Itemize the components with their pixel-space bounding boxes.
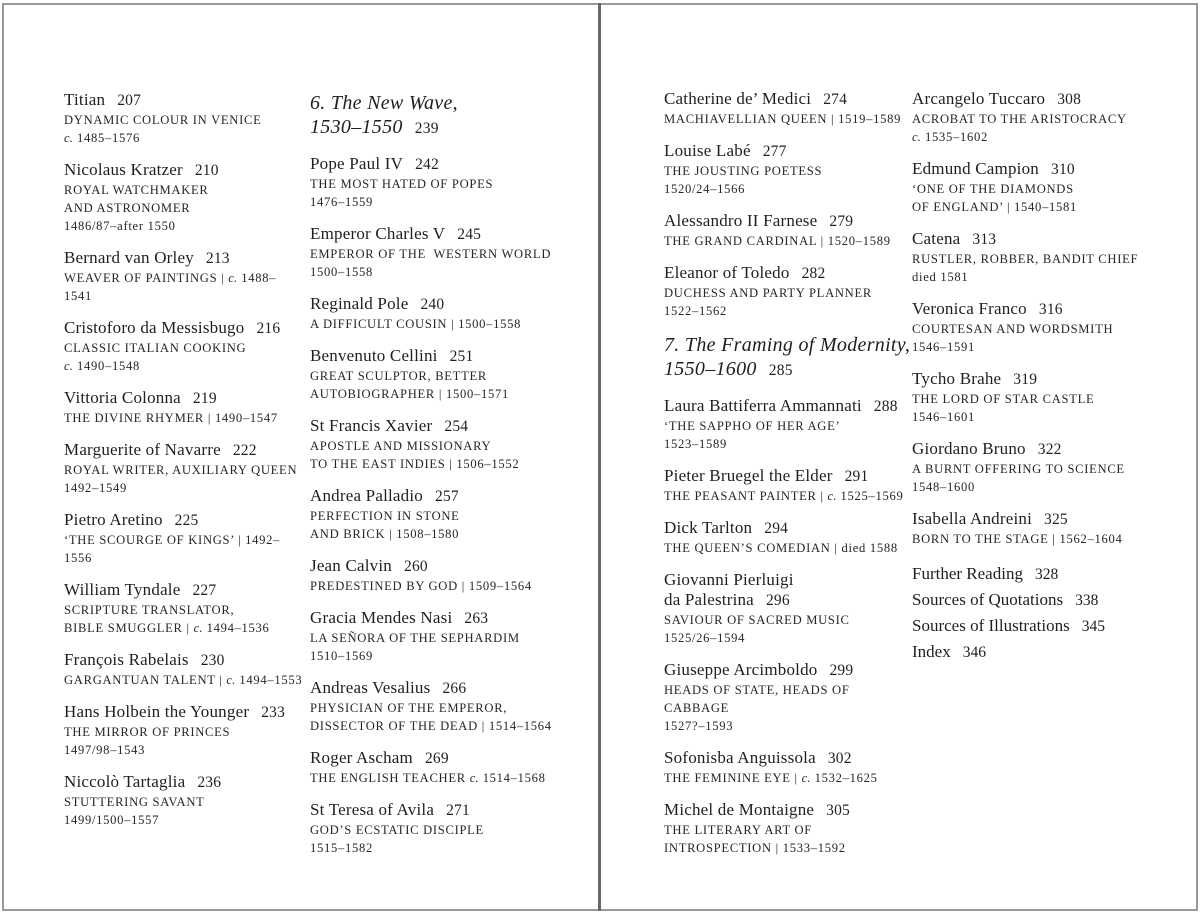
entry-subtitle-line: MACHIAVELLIAN QUEEN | 1519–1589 [664,112,902,126]
toc-entry [912,439,1168,496]
toc-entry [664,570,914,647]
entry-subtitle-line: AND ASTRONOMER [64,201,191,215]
entry-name-line: Pope Paul IV 242 [310,154,439,173]
toc-column-4 [912,89,1168,665]
entry-page-number: 230 [200,652,225,669]
toc-entry [310,294,566,333]
toc-entry [64,90,304,147]
backmatter-item: Sources of Quotations 338 [912,590,1099,609]
entry-page-number: 282 [801,265,826,282]
entry-name-line: Veronica Franco 316 [912,299,1063,318]
entry-name-line: Sofonisba Anguissola 302 [664,748,852,767]
entry-name-line: Andreas Vesalius 266 [310,678,467,697]
entry-subtitle-line: THE MOST HATED OF POPES [310,177,494,191]
entry-page-number: 328 [1034,566,1059,583]
entry-subtitle-line: 1546–1591 [912,340,975,354]
toc-section-heading [310,91,566,141]
entry-page-number: 210 [194,162,219,179]
entry-subtitle-line: EMPEROR OF THE WESTERN WORLD [310,247,552,261]
toc-entry [64,650,304,689]
toc-entry [64,160,304,235]
entry-subtitle-line: ROYAL WATCHMAKER [64,183,209,197]
toc-entry [912,509,1168,548]
entry-page-number: 233 [261,704,286,721]
entry-name-line: St Francis Xavier 254 [310,416,469,435]
entry-name-line: Pietro Aretino 225 [64,510,199,529]
entry-subtitle-line: CLASSIC ITALIAN COOKING [64,341,247,355]
entry-page-number: 236 [197,774,222,791]
entry-subtitle-line: ‘THE SCOURGE OF KINGS’ | 1492–1556 [64,533,281,565]
entry-subtitle-line: 1486/87–after 1550 [64,219,176,233]
toc-page-right [601,0,1200,914]
entry-page-number: 269 [424,750,449,767]
backmatter-item: Further Reading 328 [912,564,1059,583]
entry-name-line: Michel de Montaigne 305 [664,800,851,819]
entry-name-line: Benvenuto Cellini 251 [310,346,474,365]
entry-page-number: 285 [768,362,793,379]
toc-entry [310,678,566,735]
toc-entry [310,748,566,787]
entry-subtitle-line: 1546–1601 [912,410,975,424]
entry-subtitle-line: c. 1535–1602 [912,130,988,144]
entry-name-line: Catena 313 [912,229,997,248]
entry-name-line: Dick Tarlton 294 [664,518,789,537]
entry-page-number: 277 [762,143,787,160]
entry-name-line: Tycho Brahe 319 [912,369,1038,388]
entry-subtitle-line: BIBLE SMUGGLER | c. 1494–1536 [64,621,270,635]
entry-subtitle-line: AND BRICK | 1508–1580 [310,527,460,541]
entry-subtitle-line: SAVIOUR OF SACRED MUSIC [664,613,850,627]
toc-entry [64,318,304,375]
toc-entry [664,800,914,857]
entry-page-number: 266 [442,680,467,697]
entry-subtitle-line: PERFECTION IN STONE [310,509,460,523]
circa-abbrev: c. [912,130,922,144]
toc-entry [64,702,304,759]
section-dates-line: 1530–1550 239 [310,116,439,138]
toc-entry [664,518,914,557]
toc-entry [64,388,304,427]
entry-subtitle-line: 1500–1558 [310,265,373,279]
entry-page-number: 213 [205,250,230,267]
entry-subtitle-line: PREDESTINED BY GOD | 1509–1564 [310,579,532,593]
entry-subtitle-line: SCRIPTURE TRANSLATOR, [64,603,235,617]
entry-subtitle-line: AUTOBIOGRAPHER | 1500–1571 [310,387,509,401]
entry-name-line: Bernard van Orley 213 [64,248,230,267]
entry-subtitle-line: 1520/24–1566 [664,182,746,196]
toc-entry [664,211,914,250]
toc-entry [310,224,566,281]
entry-page-number: 260 [404,558,428,575]
entry-page-number: 227 [192,582,217,599]
entry-page-number: 288 [873,398,898,415]
toc-entry [912,159,1168,216]
entry-subtitle-line: 1499/1500–1557 [64,813,160,827]
entry-name-line: Emperor Charles V 245 [310,224,482,243]
entry-name-line: Louise Labé 277 [664,141,787,160]
entry-page-number: 216 [256,320,281,337]
entry-subtitle-line: 1492–1549 [64,481,127,495]
entry-subtitle-line: GOD’S ECSTATIC DISCIPLE [310,823,484,837]
entry-subtitle-line: A DIFFICULT COUSIN | 1500–1558 [310,317,522,331]
entry-subtitle-line: BORN TO THE STAGE | 1562–1604 [912,532,1123,546]
section-dates-line: 1550–1600 285 [664,358,793,380]
entry-subtitle-line: INTROSPECTION | 1533–1592 [664,841,846,855]
entry-page-number: 240 [420,296,445,313]
entry-page-number: 296 [765,592,790,609]
entry-page-number: 346 [962,644,986,661]
toc-entry [912,299,1168,356]
circa-abbrev: c. [469,771,479,785]
circa-abbrev: c. [228,271,238,285]
entry-subtitle-line: 1525/26–1594 [664,631,746,645]
section-title-line: 7. The Framing of Modernity, [664,334,911,356]
entry-subtitle-line: A BURNT OFFERING TO SCIENCE [912,462,1125,476]
entry-name-line: Giovanni Pierluigi [664,570,794,589]
toc-entry [310,416,566,473]
entry-name-line-2: da Palestrina 296 [664,590,790,609]
entry-subtitle-line: c. 1490–1548 [64,359,140,373]
circa-abbrev: c. [64,131,74,145]
toc-entry [64,248,304,305]
toc-entry [310,154,566,211]
entry-subtitle-line: died 1581 [912,270,969,284]
entry-subtitle-line: STUTTERING SAVANT [64,795,205,809]
entry-name-line: Titian 207 [64,90,142,109]
circa-abbrev: c. [64,359,74,373]
entry-subtitle-line: 1515–1582 [310,841,373,855]
entry-subtitle-line: PHYSICIAN OF THE EMPEROR, [310,701,508,715]
toc-entry [664,748,914,787]
entry-subtitle-line: GREAT SCULPTOR, BETTER [310,369,487,383]
entry-name-line: St Teresa of Avila 271 [310,800,470,819]
toc-entry [310,608,566,665]
entry-subtitle-line: 1548–1600 [912,480,975,494]
circa-abbrev: c. [193,621,203,635]
entry-page-number: 299 [829,662,854,679]
entry-page-number: 257 [435,488,459,505]
entry-page-number: 302 [827,750,852,767]
toc-entry [664,89,914,128]
entry-subtitle-line: THE GRAND CARDINAL | 1520–1589 [664,234,891,248]
entry-subtitle-line: APOSTLE AND MISSIONARY [310,439,492,453]
entry-subtitle-line: c. 1485–1576 [64,131,140,145]
entry-name-line: Gracia Mendes Nasi 263 [310,608,489,627]
toc-entry [664,396,914,453]
entry-subtitle-line: HEADS OF STATE, HEADS OF CABBAGE [664,683,850,715]
entry-name-line: Giordano Bruno 322 [912,439,1062,458]
entry-page-number: 254 [444,418,469,435]
entry-page-number: 305 [826,802,851,819]
entry-subtitle-line: DYNAMIC COLOUR IN VENICE [64,113,262,127]
toc-column-1 [64,90,304,842]
toc-entry [310,800,566,857]
entry-page-number: 345 [1081,618,1105,635]
toc-entry [64,580,304,637]
entry-name-line: William Tyndale 227 [64,580,217,599]
entry-name-line: Hans Holbein the Younger 233 [64,702,286,721]
entry-name-line: Reginald Pole 240 [310,294,445,313]
entry-page-number: 263 [464,610,489,627]
entry-name-line: Giuseppe Arcimboldo 299 [664,660,854,679]
entry-subtitle-line: ‘THE SAPPHO OF HER AGE’ [664,419,841,433]
entry-page-number: 222 [232,442,257,459]
toc-section-heading [664,333,914,383]
entry-subtitle-line: 1476–1559 [310,195,373,209]
toc-page-left [0,0,598,914]
entry-page-number: 274 [823,91,848,108]
circa-abbrev: c. [827,489,837,503]
entry-subtitle-line: THE LITERARY ART OF [664,823,812,837]
entry-subtitle-line: THE FEMININE EYE | c. 1532–1625 [664,771,878,785]
entry-subtitle-line: THE DIVINE RHYMER | 1490–1547 [64,411,278,425]
entry-name-line: Catherine de’ Medici 274 [664,89,848,108]
entry-name-line: Eleanor of Toledo 282 [664,263,826,282]
entry-page-number: 239 [414,120,439,137]
entry-subtitle-line: RUSTLER, ROBBER, BANDIT CHIEF [912,252,1139,266]
section-title-line: 6. The New Wave, [310,92,458,114]
toc-entry [64,510,304,567]
entry-page-number: 308 [1057,91,1082,108]
entry-name-line: Marguerite of Navarre 222 [64,440,257,459]
entry-name-line: Vittoria Colonna 219 [64,388,217,407]
toc-column-3 [664,89,914,870]
toc-entry [310,556,566,595]
entry-page-number: 294 [764,520,789,537]
entry-page-number: 207 [117,92,142,109]
entry-name-line: Roger Ascham 269 [310,748,449,767]
backmatter-item: Index 346 [912,642,986,661]
entry-subtitle-line: 1523–1589 [664,437,727,451]
toc-entry [64,772,304,829]
entry-subtitle-line: 1522–1562 [664,304,727,318]
entry-name-line: Alessandro II Farnese 279 [664,211,854,230]
toc-entry [664,141,914,198]
entry-name-line: Cristoforo da Messisbugo 216 [64,318,281,337]
entry-subtitle-line: THE QUEEN’S COMEDIAN | died 1588 [664,541,898,555]
toc-entry [664,660,914,735]
entry-page-number: 338 [1075,592,1099,609]
circa-abbrev: c. [801,771,811,785]
entry-subtitle-line: THE PEASANT PAINTER | c. 1525–1569 [664,489,904,503]
entry-name-line: Pieter Bruegel the Elder 291 [664,466,869,485]
toc-entry [310,346,566,403]
entry-name-line: Arcangelo Tuccaro 308 [912,89,1082,108]
entry-subtitle-line: GARGANTUAN TALENT | c. 1494–1553 [64,673,303,687]
toc-entry [664,263,914,320]
toc-entry [664,466,914,505]
toc-entry [912,229,1168,286]
entry-page-number: 242 [415,156,439,173]
entry-subtitle-line: THE MIRROR OF PRINCES [64,725,231,739]
backmatter-list [912,561,1168,665]
entry-subtitle-line: TO THE EAST INDIES | 1506–1552 [310,457,520,471]
toc-entry [310,486,566,543]
entry-page-number: 316 [1038,301,1063,318]
entry-page-number: 225 [174,512,199,529]
entry-subtitle-line: OF ENGLAND’ | 1540–1581 [912,200,1078,214]
entry-subtitle-line: 1527?–1593 [664,719,734,733]
entry-subtitle-line: 1497/98–1543 [64,743,146,757]
entry-subtitle-line: THE ENGLISH TEACHER c. 1514–1568 [310,771,546,785]
toc-entry [912,369,1168,426]
entry-name-line: Isabella Andreini 325 [912,509,1068,528]
entry-subtitle-line: COURTESAN AND WORDSMITH [912,322,1114,336]
entry-page-number: 291 [844,468,869,485]
entry-subtitle-line: ACROBAT TO THE ARISTOCRACY [912,112,1127,126]
entry-name-line: Niccolò Tartaglia 236 [64,772,222,791]
entry-page-number: 279 [829,213,854,230]
entry-name-line: Andrea Palladio 257 [310,486,459,505]
entry-page-number: 313 [972,231,997,248]
entry-name-line: Nicolaus Kratzer 210 [64,160,219,179]
toc-entry [64,440,304,497]
entry-page-number: 322 [1037,441,1062,458]
entry-page-number: 325 [1044,511,1068,528]
entry-page-number: 310 [1051,161,1075,178]
entry-name-line: Jean Calvin 260 [310,556,428,575]
entry-name-line: Laura Battiferra Ammannati 288 [664,396,898,415]
entry-name-line: Edmund Campion 310 [912,159,1075,178]
entry-page-number: 319 [1013,371,1038,388]
entry-subtitle-line: DISSECTOR OF THE DEAD | 1514–1564 [310,719,552,733]
entry-page-number: 271 [446,802,470,819]
toc-column-2 [310,91,566,870]
entry-subtitle-line: 1510–1569 [310,649,373,663]
entry-name-line: François Rabelais 230 [64,650,225,669]
toc-entry [912,89,1168,146]
entry-subtitle-line: WEAVER OF PAINTINGS | c. 1488–1541 [64,271,277,303]
entry-page-number: 245 [457,226,482,243]
entry-subtitle-line: THE LORD OF STAR CASTLE [912,392,1095,406]
entry-subtitle-line: DUCHESS AND PARTY PLANNER [664,286,872,300]
entry-subtitle-line: LA SEÑORA OF THE SEPHARDIM [310,631,520,645]
entry-page-number: 251 [449,348,474,365]
circa-abbrev: c. [226,673,236,687]
entry-subtitle-line: ROYAL WRITER, AUXILIARY QUEEN [64,463,298,477]
entry-subtitle-line: THE JOUSTING POETESS [664,164,823,178]
entry-subtitle-line: ‘ONE OF THE DIAMONDS [912,182,1074,196]
backmatter-item: Sources of Illustrations 345 [912,616,1105,635]
entry-page-number: 219 [192,390,217,407]
